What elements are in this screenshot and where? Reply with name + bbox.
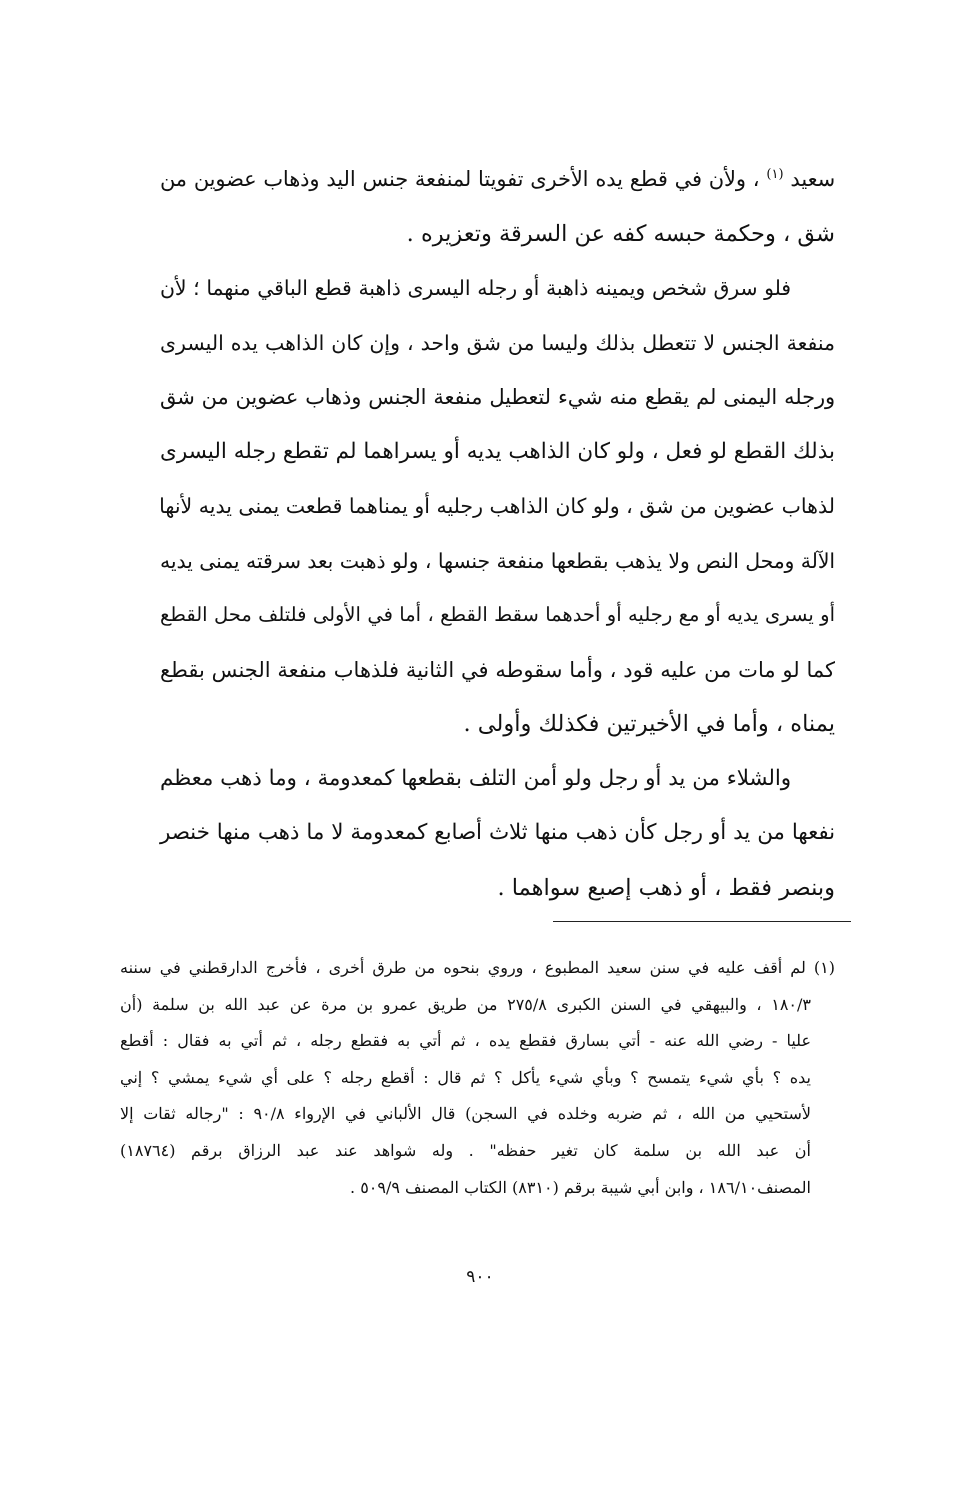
paragraph-2-line-3: ورجله اليمنى لم يقطع منه شيء لتعطيل منفعة الجنس وذهاب عضوين من شق bbox=[160, 385, 835, 409]
text-segment: سعيد bbox=[790, 167, 835, 191]
footnote-separator bbox=[553, 921, 851, 922]
footnote-line-2: ١٨٠/٣ ، والبيهقي في السنن الكبرى ٢٧٥/٨ من طريق عمرو بن مرة عن عبد الله بن سلمة (أن bbox=[120, 994, 811, 1014]
page-number: ٩٠٠ bbox=[466, 1267, 494, 1287]
paragraph-1-line-2: شق ، وحكمة حبسه كفه عن السرقة وتعزيره . bbox=[406, 220, 835, 247]
paragraph-2-line-7: أو يسرى يديه أو مع رجليه أو أحدهما سقط القطع ، أما في الأولى فلتلف محل القطع bbox=[160, 603, 835, 626]
text-segment: ، ولأن في قطع يده الأخرى تفويتا لمنفعة جنس اليد وذهاب عضوين من bbox=[160, 167, 760, 191]
paragraph-2-line-6: الآلة ومحل النص ولا يذهب بقطعها منفعة جنسها ، ولو ذهبت بعد سرقته يمنى يديه bbox=[160, 548, 835, 573]
paragraph-1-line-1 bbox=[160, 152, 835, 207]
paragraph-2-line-5: لذهاب عضوين من شق ، ولو كان الذاهب رجليه أو يمناهما قطعت يمنى يديه لأنها bbox=[159, 494, 835, 518]
footnote bbox=[120, 950, 835, 1206]
paragraph-3-line-3: وبنصر فقط ، أو ذهب إصبع سواهما . bbox=[497, 874, 835, 901]
paragraph-2-line-4: بذلك القطع لو فعل ، ولو كان الذاهب يديه أو يسراهما لم تقطع رجله اليسرى bbox=[160, 438, 835, 464]
paragraph-2-line-1: فلو سرق شخص ويمينه ذاهبة أو رجله اليسرى ذاهبة قطع الباقي منهما ؛ لأن bbox=[160, 276, 791, 300]
footnote-reference[interactable]: (١) bbox=[766, 167, 784, 183]
footnote-line-7: المصنف١٨٦/١٠ ، وابن أبي شيبة برقم (٨٣١٠) الكتاب المصنف ٥٠٩/٩ . bbox=[350, 1177, 811, 1197]
paragraph-3-line-2: نفعها من يد أو رجل كأن ذهب منها ثلاث أصابع كمعدومة لا ما ذهب منها خنصر bbox=[160, 820, 835, 845]
footnote-line-5: لأستحيي من الله ، ثم ضربه وخلده في السجن) قال الألباني في الإرواء ٩٠/٨ : "رجاله ثقات إلا bbox=[120, 1104, 811, 1124]
paragraph-2-line-8: كما لو مات من عليه قود ، وأما سقوطه في الثانية فلذهاب منفعة الجنس بقطع bbox=[160, 657, 835, 682]
paragraph-2-line-2: منفعة الجنس لا تتعطل بذلك وليسا من شق واحد ، وإن كان الذاهب يده اليسرى bbox=[160, 330, 835, 355]
footnote-line-6: أن عبد الله بن سلمة كان تغير حفظه" . وله شواهد عند عبد الرزاق برقم (١٨٧٦٤) bbox=[120, 1140, 811, 1160]
paragraph-2-line-9: يمناه ، وأما في الأخيرتين فكذلك وأولى . bbox=[463, 711, 835, 737]
main-text bbox=[160, 152, 835, 915]
paragraph-3-line-1: والشلاء من يد أو رجل ولو أمن التلف بقطعها كمعدومة ، وما ذهب معظم bbox=[160, 765, 791, 791]
footnote-line-4: يده ؟ بأي شيء يتمسح ؟ وبأي شيء يأكل ؟ ثم قال : أقطع رجله ؟ على أي شيء يمشي ؟ إني bbox=[120, 1067, 811, 1087]
footnote-line-3: عليا - رضي الله عنه - أتي بسارق فقطع يده ، ثم أتي به فقطع رجله ، ثم أتي به فقال : أقطع bbox=[120, 1031, 811, 1051]
footnote-line-1: (١) لم أقف عليه في سنن سعيد المطبوع ، وروي بنحوه من طرق أخرى ، فأخرج الدارقطني في سننه bbox=[120, 958, 836, 977]
